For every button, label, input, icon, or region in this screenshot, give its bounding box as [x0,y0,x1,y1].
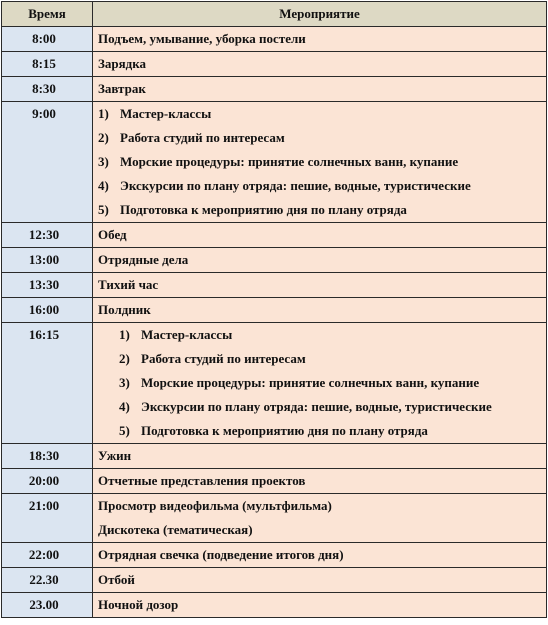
table-row [2,77,547,102]
table-row [2,469,547,494]
header-time: Время [2,2,93,27]
time-cell: 23.00 [2,593,93,618]
table-row [2,248,547,273]
list-item: 5) Подготовка к мероприятию дня по плану отряда [119,423,428,438]
time-cell: 13:30 [2,273,93,298]
table-row [2,323,547,444]
list-item: 2) Работа студий по интересам [119,351,306,366]
event-cell: Завтрак [93,77,547,102]
event-cell: Отрядные дела [93,248,547,273]
table-row [2,568,547,593]
list-item: 4) Экскурсии по плану отряда: пешие, водные, туристические [119,399,492,414]
list-item: 5) Подготовка к мероприятию дня по плану отряда [98,202,407,217]
table-body [2,27,547,618]
time-cell: 13:00 [2,248,93,273]
event-cell: Просмотр видеофильма (мультфильма) Дискотека (тематическая) [93,494,547,543]
time-cell: 9:00 [2,102,93,223]
table-row [2,223,547,248]
list-item: 2) Работа студий по интересам [98,130,285,145]
event-cell: Тихий час [93,273,547,298]
list-item: 1) Мастер-классы [119,327,233,342]
list-item: 4) Экскурсии по плану отряда: пешие, водные, туристические [98,178,471,193]
daily-schedule-table [1,1,547,618]
table-row [2,543,547,568]
event-cell: Ночной дозор [93,593,547,618]
table-row [2,298,547,323]
time-cell: 8:00 [2,27,93,52]
list-item: 3) Морские процедуры: принятие солнечных ванн, купание [98,154,459,169]
header-event: Мероприятие [93,2,547,27]
event-cell: Зарядка [93,52,547,77]
time-cell: 18:30 [2,444,93,469]
table-row [2,494,547,543]
event-cell: Полдник [93,298,547,323]
time-cell: 12:30 [2,223,93,248]
table-row [2,593,547,618]
event-cell: Отчетные представления проектов [93,469,547,494]
time-cell: 16:15 [2,323,93,444]
time-cell: 20:00 [2,469,93,494]
time-cell: 8:15 [2,52,93,77]
event-cell: Подъем, умывание, уборка постели [93,27,547,52]
event-cell-list [93,102,547,223]
event-cell: Обед [93,223,547,248]
time-cell: 22:00 [2,543,93,568]
table-row [2,444,547,469]
event-cell: Отбой [93,568,547,593]
time-cell: 8:30 [2,77,93,102]
table-row [2,102,547,223]
list-item: 3) Морские процедуры: принятие солнечных ванн, купание [119,375,480,390]
table-row [2,52,547,77]
table-header-row [2,2,547,27]
table-row [2,273,547,298]
time-cell: 16:00 [2,298,93,323]
table-row [2,27,547,52]
time-cell: 22.30 [2,568,93,593]
event-cell: Ужин [93,444,547,469]
event-cell: Отрядная свечка (подведение итогов дня) [93,543,547,568]
event-cell-list [93,323,547,444]
time-cell: 21:00 [2,494,93,543]
list-item: 1) Мастер-классы [98,106,212,121]
